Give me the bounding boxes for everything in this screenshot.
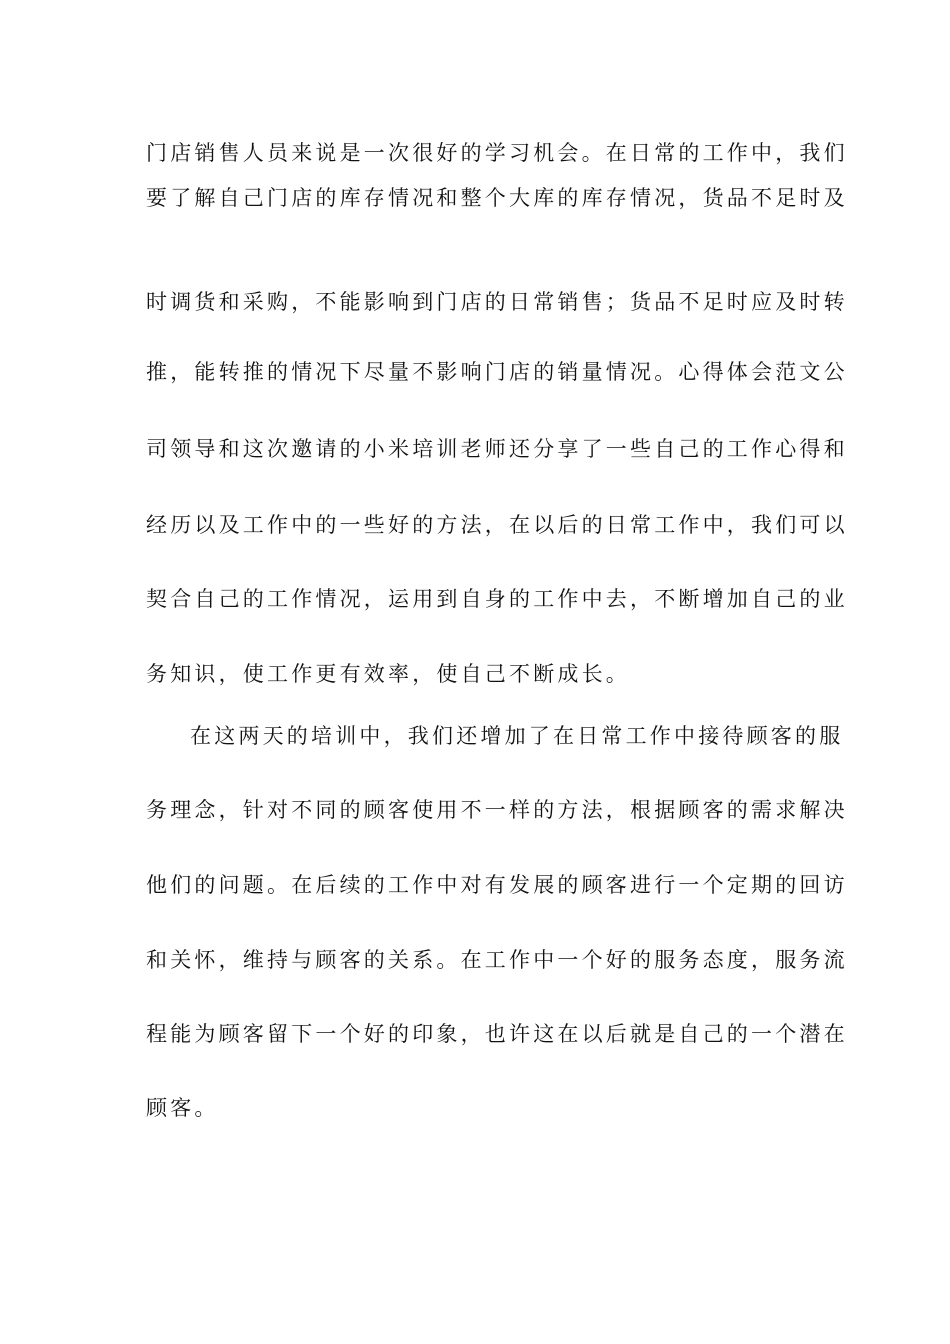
paragraph-2-line-6: 顾客。	[146, 1096, 219, 1120]
paragraph-1-line-1: 门店销售人员来说是一次很好的学习机会。在日常的工作中，我们	[146, 141, 848, 165]
paragraph-1-line-3: 时调货和采购，不能影响到门店的日常销售；货品不足时应及时转	[146, 290, 848, 314]
paragraph-1-line-8: 务知识，使工作更有效率，使自己不断成长。	[146, 662, 630, 686]
paragraph-2-line-2: 务理念，针对不同的顾客使用不一样的方法，根据顾客的需求解决	[146, 798, 848, 822]
paragraph-2-line-5: 程能为顾客留下一个好的印象，也许这在以后就是自己的一个潜在	[146, 1022, 848, 1046]
paragraph-1-line-2: 要了解自己门店的库存情况和整个大库的库存情况，货品不足时及	[146, 186, 848, 210]
paragraph-2-line-4: 和关怀，维持与顾客的关系。在工作中一个好的服务态度，服务流	[146, 948, 848, 972]
paragraph-1-line-4: 推，能转推的情况下尽量不影响门店的销量情况。心得体会范文公	[146, 360, 848, 384]
paragraph-2-line-1: 在这两天的培训中，我们还增加了在日常工作中接待顾客的服	[190, 724, 844, 748]
paragraph-1-line-7: 契合自己的工作情况，运用到自身的工作中去，不断增加自己的业	[146, 587, 848, 611]
paragraph-1-line-5: 司领导和这次邀请的小米培训老师还分享了一些自己的工作心得和	[146, 437, 848, 461]
paragraph-1-line-6: 经历以及工作中的一些好的方法，在以后的日常工作中，我们可以	[146, 513, 848, 537]
paragraph-2-line-3: 他们的问题。在后续的工作中对有发展的顾客进行一个定期的回访	[146, 873, 848, 897]
